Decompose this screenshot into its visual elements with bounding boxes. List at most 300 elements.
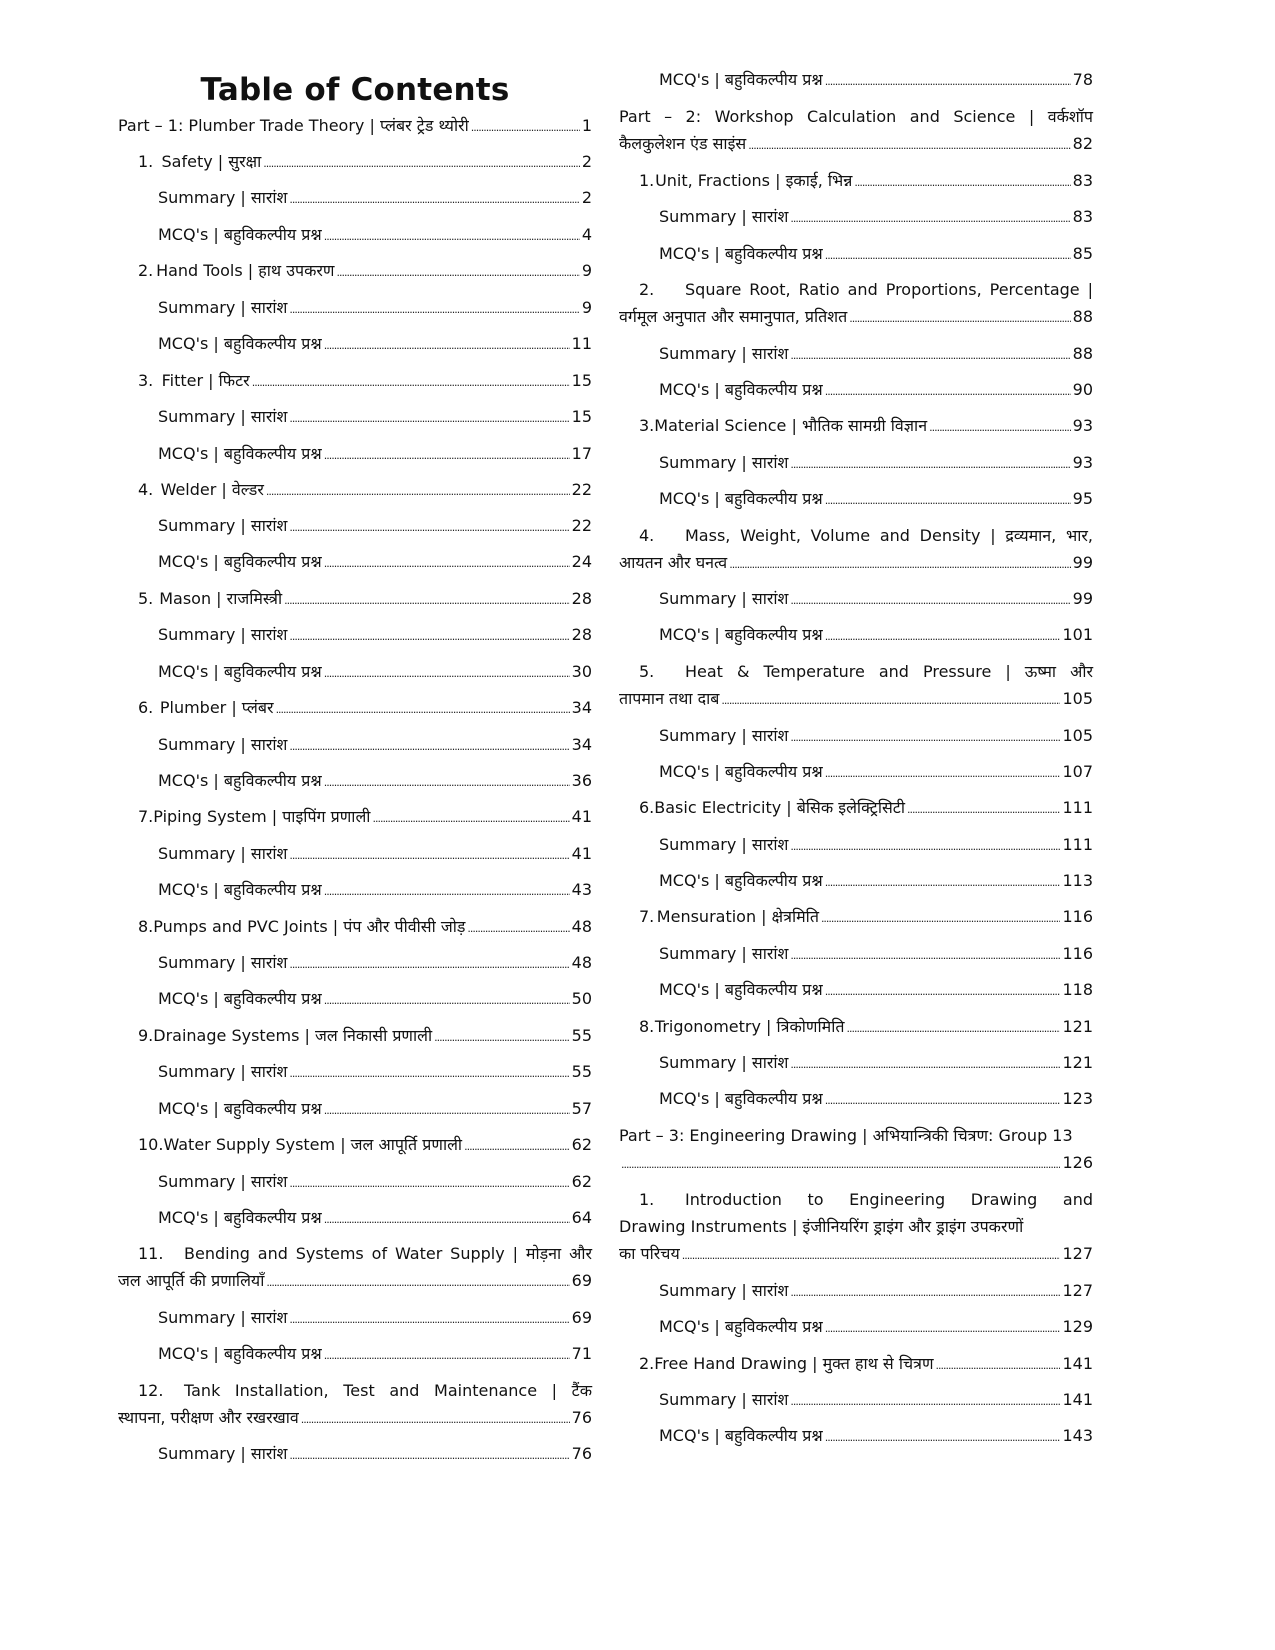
toc-entry[interactable] [118, 913, 592, 942]
dot-leader [790, 449, 1070, 478]
page-number: 22 [571, 480, 592, 499]
toc-entry[interactable] [619, 103, 1093, 159]
dot-leader [825, 485, 1071, 514]
toc-row[interactable] [118, 403, 592, 432]
entry-title: Summary | सारांश [659, 1390, 789, 1409]
page-number: 113 [1062, 871, 1093, 890]
toc-entry[interactable] [118, 1304, 592, 1333]
entry-title-line: 2. Square Root, Ratio and Proportions, Percentage | [619, 276, 1093, 303]
toc-entry[interactable] [118, 1377, 592, 1433]
page-number: 55 [571, 1062, 592, 1081]
toc-row[interactable] [619, 903, 1093, 932]
page-number: 50 [571, 989, 592, 1008]
toc-entry[interactable] [619, 1186, 1093, 1269]
toc-row[interactable] [619, 1240, 1093, 1269]
toc-entry[interactable] [118, 440, 592, 469]
dot-leader [682, 1240, 1061, 1269]
dot-leader [324, 658, 570, 687]
page-number: 17 [571, 444, 592, 463]
toc-row[interactable] [118, 476, 592, 505]
toc-row[interactable] [118, 694, 592, 723]
page-number: 30 [571, 662, 592, 681]
toc-entry[interactable] [619, 449, 1093, 478]
page-number: 1 [581, 116, 592, 135]
toc-entry[interactable] [619, 376, 1093, 405]
toc-entry[interactable] [118, 112, 592, 141]
toc-entry[interactable] [619, 167, 1093, 196]
dot-leader [289, 731, 569, 760]
toc-row[interactable] [118, 1440, 592, 1469]
toc-row[interactable] [118, 1304, 592, 1333]
toc-entry[interactable] [118, 767, 592, 796]
entry-title: का परिचय [619, 1244, 680, 1263]
toc-entry[interactable] [619, 522, 1093, 578]
toc-entry[interactable] [619, 1122, 1093, 1178]
toc-entry[interactable] [619, 940, 1093, 969]
dot-leader [289, 184, 579, 213]
dot-leader [324, 330, 570, 359]
chapter-number: 11. [138, 1244, 164, 1263]
toc-row[interactable] [619, 1013, 1093, 1042]
toc-row[interactable] [619, 412, 1093, 441]
toc-entry[interactable] [118, 1240, 592, 1296]
dot-leader [790, 340, 1070, 369]
chapter-number: 4. [639, 526, 655, 545]
toc-entry[interactable] [118, 731, 592, 760]
chapter-number: 1. [639, 171, 655, 190]
toc-entry[interactable] [118, 1095, 592, 1124]
dot-leader [263, 148, 580, 177]
toc-entry[interactable] [118, 257, 592, 286]
entry-title: MCQ's | बहुविकल्पीय प्रश्न [659, 380, 823, 399]
dot-leader [252, 367, 570, 396]
toc-row[interactable] [118, 294, 592, 323]
page-number: 83 [1072, 171, 1093, 190]
toc-entry[interactable] [118, 949, 592, 978]
dot-leader [790, 585, 1070, 614]
dot-leader [929, 412, 1071, 441]
entry-title: Summary | सारांश [158, 407, 288, 426]
dot-leader [289, 840, 569, 869]
chapter-number: 8. [639, 1017, 655, 1036]
entry-title: कैलकुलेशन एंड साइंस [619, 134, 747, 153]
entry-title: MCQ's | बहुविकल्पीय प्रश्न [158, 1099, 322, 1118]
entry-title-line: 1. Introduction to Engineering Drawing and [619, 1186, 1093, 1213]
toc-row[interactable] [619, 66, 1093, 95]
toc-row[interactable] [619, 167, 1093, 196]
toc-row[interactable] [619, 1386, 1093, 1415]
toc-row[interactable] [619, 1049, 1093, 1078]
page-number: 9 [581, 261, 592, 280]
dot-leader [790, 1049, 1060, 1078]
entry-title: MCQ's | बहुविकल्पीय प्रश्न [659, 244, 823, 263]
toc-row[interactable] [619, 1277, 1093, 1306]
toc-row[interactable] [619, 1149, 1093, 1178]
toc-row[interactable] [118, 184, 592, 213]
entry-title: Material Science | भौतिक सामग्री विज्ञान [654, 416, 928, 435]
entry-title: Fitter | फिटर [161, 371, 250, 390]
dot-leader [324, 767, 570, 796]
dot-leader [289, 1058, 569, 1087]
toc-row[interactable] [619, 722, 1093, 751]
toc-entry[interactable] [619, 1013, 1093, 1042]
page-number: 121 [1062, 1053, 1093, 1072]
entry-title-line: Part – 3: Engineering Drawing | अभियान्त्रिकी चित्रण: Group 13 [619, 1126, 1073, 1145]
toc-entry[interactable] [619, 485, 1093, 514]
toc-entry[interactable] [118, 1022, 592, 1051]
dot-leader [790, 831, 1060, 860]
entry-title: Plumber | प्लंबर [159, 698, 274, 717]
page-number: 83 [1072, 207, 1093, 226]
entry-title: MCQ's | बहुविकल्पीय प्रश्न [659, 871, 823, 890]
toc-row[interactable] [619, 621, 1093, 650]
dot-leader [467, 913, 569, 942]
dot-leader [825, 867, 1061, 896]
page-number: 111 [1062, 835, 1093, 854]
toc-entry[interactable] [619, 867, 1093, 896]
toc-entry[interactable] [118, 221, 592, 250]
chapter-number: 3. [639, 416, 655, 435]
toc-row[interactable] [619, 585, 1093, 614]
toc-row[interactable] [118, 1204, 592, 1233]
toc-row[interactable] [118, 148, 592, 177]
chapter-number: 2. [138, 261, 154, 280]
page-number: 69 [571, 1308, 592, 1327]
page-number: 93 [1072, 453, 1093, 472]
dot-leader [301, 1404, 570, 1433]
toc-entry[interactable] [619, 1386, 1093, 1415]
page-number: 88 [1072, 344, 1093, 363]
entry-title: MCQ's | बहुविकल्पीय प्रश्न [659, 762, 823, 781]
toc-row[interactable] [619, 303, 1093, 332]
toc-row[interactable] [619, 485, 1093, 514]
entry-title: Summary | सारांश [158, 953, 288, 972]
toc-entry[interactable] [118, 148, 592, 177]
toc-row[interactable] [118, 1131, 592, 1160]
toc-row[interactable] [118, 621, 592, 650]
page-number: 107 [1062, 762, 1093, 781]
page-number: 99 [1072, 589, 1093, 608]
toc-row[interactable] [619, 831, 1093, 860]
dot-leader [289, 512, 569, 541]
toc-entry[interactable] [619, 722, 1093, 751]
toc-entry[interactable] [619, 1049, 1093, 1078]
dot-leader [289, 949, 569, 978]
dot-leader [289, 294, 579, 323]
page-number: 141 [1062, 1354, 1093, 1373]
page-number: 34 [571, 735, 592, 754]
dot-leader [825, 1422, 1061, 1451]
toc-entry[interactable] [619, 976, 1093, 1005]
dot-leader [324, 1095, 570, 1124]
toc-entry[interactable] [619, 903, 1093, 932]
toc-row[interactable] [619, 976, 1093, 1005]
toc-row[interactable] [619, 867, 1093, 896]
page-number: 76 [571, 1408, 592, 1427]
toc-entry[interactable] [619, 412, 1093, 441]
dot-leader [324, 440, 570, 469]
toc-row[interactable] [118, 949, 592, 978]
dot-leader [821, 903, 1061, 932]
dot-leader [846, 1013, 1060, 1042]
toc-entry[interactable] [619, 1422, 1093, 1451]
entry-title: Summary | सारांश [659, 835, 789, 854]
toc-entry[interactable] [118, 512, 592, 541]
entry-title: Summary | सारांश [659, 207, 789, 226]
toc-entry[interactable] [118, 476, 592, 505]
toc-row[interactable] [118, 112, 592, 141]
page-number: 48 [571, 917, 592, 936]
toc-row[interactable] [619, 940, 1093, 969]
toc-row[interactable] [118, 731, 592, 760]
page-number: 99 [1072, 553, 1093, 572]
toc-row[interactable] [619, 240, 1093, 269]
toc-entry[interactable] [619, 1277, 1093, 1306]
page-number: 78 [1072, 70, 1093, 89]
toc-entry[interactable] [619, 794, 1093, 823]
entry-title: Mason | राजमिस्त्री [159, 589, 283, 608]
chapter-number: 5. [138, 589, 154, 608]
page-number: 15 [571, 407, 592, 426]
entry-title: MCQ's | बहुविकल्पीय प्रश्न [158, 771, 322, 790]
chapter-number: 10. [138, 1135, 164, 1154]
toc-row[interactable] [118, 257, 592, 286]
toc-row[interactable] [619, 1313, 1093, 1342]
toc-row[interactable] [118, 1267, 592, 1296]
entry-title: Summary | सारांश [158, 735, 288, 754]
dot-leader [464, 1131, 570, 1160]
entry-title: Drainage Systems | जल निकासी प्रणाली [153, 1026, 433, 1045]
entry-title: Summary | सारांश [158, 1172, 288, 1191]
entry-title: MCQ's | बहुविकल्पीय प्रश्न [659, 70, 823, 89]
entry-title: MCQ's | बहुविकल्पीय प्रश्न [659, 1426, 823, 1445]
toc-entry[interactable] [619, 240, 1093, 269]
toc-entry[interactable] [118, 1131, 592, 1160]
toc-entry[interactable] [619, 276, 1093, 332]
entry-title: MCQ's | बहुविकल्पीय प्रश्न [158, 225, 322, 244]
entry-title-line: 5. Heat & Temperature and Pressure | ऊष्मा और [619, 658, 1093, 685]
toc-row[interactable] [118, 330, 592, 359]
toc-row[interactable] [619, 685, 1093, 714]
entry-title: Hand Tools | हाथ उपकरण [156, 261, 335, 280]
chapter-number: 7. [639, 907, 655, 926]
toc-entry[interactable] [118, 184, 592, 213]
toc-row[interactable] [619, 1085, 1093, 1114]
toc-entry[interactable] [619, 1350, 1093, 1379]
entry-title: MCQ's | बहुविकल्पीय प्रश्न [659, 625, 823, 644]
toc-row[interactable] [118, 585, 592, 614]
dot-leader [849, 303, 1070, 332]
dot-leader [621, 1149, 1060, 1178]
toc-row[interactable] [619, 1422, 1093, 1451]
page-number: 55 [571, 1026, 592, 1045]
toc-entry[interactable] [118, 367, 592, 396]
page-number: 101 [1062, 625, 1093, 644]
entry-title: तापमान तथा दाब [619, 689, 720, 708]
toc-row[interactable] [118, 367, 592, 396]
entry-title: Summary | सारांश [659, 453, 789, 472]
page-number: 43 [571, 880, 592, 899]
toc-row[interactable] [619, 758, 1093, 787]
toc-row[interactable] [118, 1404, 592, 1433]
toc-entry[interactable] [118, 330, 592, 359]
entry-title: Summary | सारांश [158, 1062, 288, 1081]
toc-row[interactable] [118, 876, 592, 905]
toc-row[interactable] [118, 512, 592, 541]
page-number: 111 [1062, 798, 1093, 817]
page-number: 11 [571, 334, 592, 353]
page-number: 57 [571, 1099, 592, 1118]
entry-title: MCQ's | बहुविकल्पीय प्रश्न [158, 1344, 322, 1363]
page-number: 127 [1062, 1281, 1093, 1300]
toc-row[interactable] [118, 1022, 592, 1051]
dot-leader [854, 167, 1070, 196]
entry-title: Basic Electricity | बेसिक इलेक्ट्रिसिटी [654, 798, 906, 817]
page-number: 127 [1062, 1244, 1093, 1263]
toc-entry[interactable] [118, 840, 592, 869]
dot-leader [936, 1350, 1061, 1379]
toc-entry[interactable] [619, 658, 1093, 714]
page-number: 2 [581, 188, 592, 207]
toc-row[interactable] [118, 767, 592, 796]
entry-title: Mensuration | क्षेत्रमिति [656, 907, 819, 926]
dot-leader [790, 1386, 1060, 1415]
entry-title: Trigonometry | त्रिकोणमिति [654, 1017, 845, 1036]
page-number: 69 [571, 1271, 592, 1290]
toc-entry[interactable] [619, 831, 1093, 860]
dot-leader [790, 940, 1060, 969]
dot-leader [825, 976, 1061, 1005]
entry-title-line: 11. Bending and Systems of Water Supply | मोड़ना और [118, 1240, 592, 1267]
dot-leader [336, 257, 579, 286]
toc-entry[interactable] [619, 585, 1093, 614]
toc-row[interactable] [118, 1058, 592, 1087]
entry-title: MCQ's | बहुविकल्पीय प्रश्न [158, 552, 322, 571]
page-number: 105 [1062, 726, 1093, 745]
chapter-number: 8. [138, 917, 154, 936]
toc-row[interactable] [118, 985, 592, 1014]
page-number: 62 [571, 1172, 592, 1191]
entry-title: Summary | सारांश [659, 589, 789, 608]
page-number: 71 [571, 1344, 592, 1363]
toc-row[interactable] [619, 130, 1093, 159]
page-number: 116 [1062, 944, 1093, 963]
toc-entry[interactable] [619, 340, 1093, 369]
toc-entry[interactable] [118, 1058, 592, 1087]
toc-row[interactable] [118, 1095, 592, 1124]
chapter-number: 2. [639, 280, 655, 299]
toc-entry[interactable] [118, 985, 592, 1014]
toc-entry[interactable] [619, 1085, 1093, 1114]
entry-title: Summary | सारांश [659, 344, 789, 363]
toc-row[interactable] [118, 913, 592, 942]
dot-leader [289, 403, 569, 432]
toc-row[interactable] [619, 340, 1093, 369]
dot-leader [825, 240, 1071, 269]
chapter-number: 2. [639, 1354, 655, 1373]
entry-title: Summary | सारांश [158, 1308, 288, 1327]
page-number: 28 [571, 589, 592, 608]
dot-leader [324, 221, 580, 250]
entry-title-line: Part – 2: Workshop Calculation and Science | वर्कशॉप [619, 107, 1093, 126]
entry-title: Water Supply System | जल आपूर्ति प्रणाली [163, 1135, 463, 1154]
page-number: 143 [1062, 1426, 1093, 1445]
dot-leader [324, 1340, 570, 1369]
entry-title: MCQ's | बहुविकल्पीय प्रश्न [158, 880, 322, 899]
entry-title: जल आपूर्ति की प्रणालियाँ [118, 1271, 265, 1290]
page-number: 41 [571, 844, 592, 863]
toc-row[interactable] [118, 840, 592, 869]
toc-row[interactable] [619, 449, 1093, 478]
entry-title: MCQ's | बहुविकल्पीय प्रश्न [158, 989, 322, 1008]
toc-entry[interactable] [118, 694, 592, 723]
toc-entry[interactable] [118, 403, 592, 432]
toc-row[interactable] [619, 203, 1093, 232]
toc-entry[interactable] [118, 585, 592, 614]
toc-entry[interactable] [619, 1313, 1093, 1342]
toc-entry[interactable] [118, 1204, 592, 1233]
toc-row[interactable] [118, 548, 592, 577]
toc-row[interactable] [619, 1350, 1093, 1379]
toc-entry[interactable] [118, 548, 592, 577]
toc-row[interactable] [118, 1340, 592, 1369]
toc-row[interactable] [619, 376, 1093, 405]
entry-title: Pumps and PVC Joints | पंप और पीवीसी जोड़ [153, 917, 466, 936]
toc-entry[interactable] [619, 758, 1093, 787]
toc-row[interactable] [118, 658, 592, 687]
toc-entry[interactable] [118, 1440, 592, 1469]
page-number: 62 [571, 1135, 592, 1154]
chapter-number: 12. [138, 1381, 164, 1400]
entry-title: वर्गमूल अनुपात और समानुपात, प्रतिशत [619, 307, 848, 326]
entry-title: MCQ's | बहुविकल्पीय प्रश्न [659, 1317, 823, 1336]
page-number: 41 [571, 807, 592, 826]
toc-entry[interactable] [118, 1168, 592, 1197]
toc-entry[interactable] [118, 658, 592, 687]
entry-title: Part – 1: Plumber Trade Theory | प्लंबर ट्रेड थ्योरी [118, 116, 469, 135]
toc-entry[interactable] [118, 294, 592, 323]
toc-entry[interactable] [619, 66, 1093, 95]
toc-row[interactable] [619, 549, 1093, 578]
toc-row[interactable] [619, 794, 1093, 823]
toc-row[interactable] [118, 440, 592, 469]
entry-title: Safety | सुरक्षा [161, 152, 262, 171]
toc-row[interactable] [118, 221, 592, 250]
toc-entry[interactable] [118, 1340, 592, 1369]
entry-title: MCQ's | बहुविकल्पीय प्रश्न [659, 489, 823, 508]
dot-leader [790, 722, 1060, 751]
entry-title: Unit, Fractions | इकाई, भिन्न [655, 171, 853, 190]
dot-leader [434, 1022, 570, 1051]
toc-entry[interactable] [619, 203, 1093, 232]
page-number: 126 [1062, 1153, 1093, 1172]
chapter-number: 7. [138, 807, 154, 826]
toc-row[interactable] [118, 803, 592, 832]
toc-row[interactable] [118, 1168, 592, 1197]
toc-entry[interactable] [619, 621, 1093, 650]
dot-leader [907, 794, 1060, 823]
toc-entry[interactable] [118, 621, 592, 650]
dot-leader [825, 758, 1061, 787]
dot-leader [825, 66, 1071, 95]
entry-title: Summary | सारांश [659, 726, 789, 745]
entry-title: स्थापना, परीक्षण और रखरखाव [118, 1408, 299, 1427]
page-number: 36 [571, 771, 592, 790]
entry-title: MCQ's | बहुविकल्पीय प्रश्न [158, 444, 322, 463]
toc-entry[interactable] [118, 876, 592, 905]
toc-entry[interactable] [118, 803, 592, 832]
page-number: 88 [1072, 307, 1093, 326]
